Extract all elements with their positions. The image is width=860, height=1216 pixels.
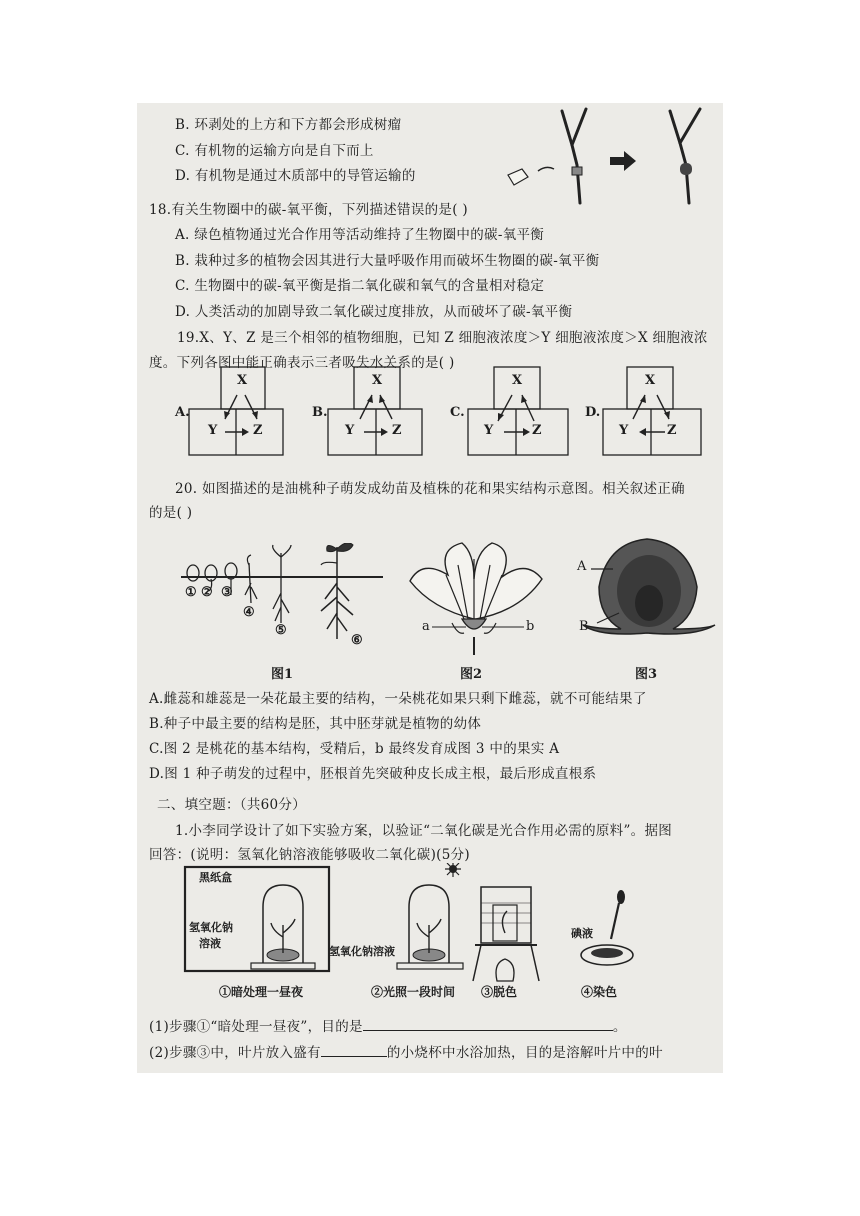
q19-diagram-d bbox=[585, 365, 710, 459]
label-naoh-2: 氢氧化钠溶液 bbox=[329, 945, 395, 958]
experiment-figure bbox=[181, 863, 711, 1003]
diagram-a-x: X bbox=[237, 373, 248, 388]
diagram-b-z: Z bbox=[392, 423, 402, 438]
figure-1-germination bbox=[177, 543, 387, 653]
diagram-b-y: Y bbox=[345, 423, 355, 438]
diagram-c-letter: C. bbox=[450, 405, 465, 420]
stage-2-label: ② bbox=[201, 585, 213, 600]
stage-4-label: ④ bbox=[243, 605, 255, 620]
label-naoh-1: 氢氧化钠 bbox=[189, 921, 233, 934]
fill-q1-line2: 回答：(说明：氢氧化钠溶液能够吸收二氧化碳)(5分) bbox=[149, 847, 470, 863]
step-3-caption: ③脱色 bbox=[481, 985, 518, 999]
label-iodine: 碘液 bbox=[571, 927, 593, 940]
figure-3-fruit bbox=[577, 533, 717, 643]
label-black-box: 黑纸盒 bbox=[199, 871, 232, 884]
flower-label-a: a bbox=[422, 619, 430, 634]
stage-3-label: ③ bbox=[221, 585, 233, 600]
fruit-label-b: B bbox=[579, 619, 589, 634]
diagram-a-letter: A. bbox=[175, 405, 190, 420]
q18-option-a: A. 绿色植物通过光合作用等活动维持了生物圈中的碳-氧平衡 bbox=[175, 227, 545, 243]
diagram-c-x: X bbox=[512, 373, 523, 388]
q19-stem-line1: 19.X、Y、Z 是三个相邻的植物细胞，已知 Z 细胞液浓度＞Y 细胞液浓度＞X 细胞液浓 bbox=[177, 330, 708, 346]
section-2-heading: 二、填空题：（共60分） bbox=[157, 797, 307, 813]
fruit-label-a: A bbox=[577, 559, 587, 574]
sub1-prefix: (1)步骤①“暗处理一昼夜”，目的是 bbox=[149, 1019, 363, 1035]
answer-blank-2[interactable] bbox=[321, 1044, 387, 1057]
q19-diagram-b bbox=[312, 365, 432, 459]
q17-option-c: C. 有机物的运输方向是自下而上 bbox=[175, 143, 374, 159]
label-naoh-1b: 溶液 bbox=[199, 937, 221, 950]
q18-option-b: B. 栽种过多的植物会因其进行大量呼吸作用而破坏生物圈的碳-氧平衡 bbox=[175, 253, 600, 269]
caption-fig1: 图1 bbox=[271, 667, 294, 682]
q20-stem-line2: 的是( ) bbox=[149, 505, 193, 521]
q20-option-c: C.图 2 是桃花的基本结构，受精后，b 最终发育成图 3 中的果实 A bbox=[149, 741, 560, 757]
q20-option-b: B.种子中最主要的结构是胚，其中胚芽就是植物的幼体 bbox=[149, 716, 482, 732]
q19-stem-line2: 度。下列各图中能正确表示三者吸失水关系的是( ) bbox=[149, 355, 455, 371]
diagram-a-z: Z bbox=[253, 423, 263, 438]
caption-fig2: 图2 bbox=[460, 667, 483, 682]
sub2-suffix: 的小烧杯中水浴加热，目的是溶解叶片中的叶 bbox=[386, 1045, 663, 1061]
fill-q1-line1: 1.小李同学设计了如下实验方案，以验证“二氧化碳是光合作用必需的原料”。据图 bbox=[175, 823, 673, 839]
diagram-a-y: Y bbox=[208, 423, 218, 438]
q18-option-c: C. 生物圈中的碳-氧平衡是指二氧化碳和氧气的含量相对稳定 bbox=[175, 278, 545, 294]
stage-5-label: ⑤ bbox=[275, 623, 287, 638]
sub1-suffix: 。 bbox=[612, 1019, 627, 1035]
q20-stem-line1: 20. 如图描述的是油桃种子萌发成幼苗及植株的花和果实结构示意图。相关叙述正确 bbox=[175, 481, 685, 497]
q20-option-d: D.图 1 种子萌发的过程中，胚根首先突破种皮长成主根，最后形成直根系 bbox=[149, 766, 597, 782]
diagram-c-z: Z bbox=[532, 423, 542, 438]
sub2-prefix: (2)步骤③中，叶片放入盛有 bbox=[149, 1045, 321, 1061]
q17-option-b: B. 环剥处的上方和下方都会形成树瘤 bbox=[175, 117, 402, 133]
diagram-c-y: Y bbox=[484, 423, 494, 438]
q20-option-a: A.雌蕊和雄蕊是一朵花最主要的结构，一朵桃花如果只剩下雌蕊，就不可能结果了 bbox=[149, 691, 647, 707]
step-1-caption: ①暗处理一昼夜 bbox=[219, 985, 304, 999]
step-4-caption: ④染色 bbox=[581, 985, 618, 999]
stage-6-label: ⑥ bbox=[351, 633, 363, 648]
diagram-d-letter: D. bbox=[585, 405, 601, 420]
q18-stem: 18.有关生物圈中的碳-氧平衡，下列描述错误的是( ) bbox=[149, 202, 468, 218]
diagram-b-x: X bbox=[372, 373, 383, 388]
girdling-illustration bbox=[502, 105, 717, 205]
step-2-caption: ②光照一段时间 bbox=[371, 985, 456, 999]
flower-label-b: b bbox=[526, 619, 535, 634]
caption-fig3: 图3 bbox=[635, 667, 658, 682]
fill-q1-sub2 bbox=[149, 1041, 663, 1061]
figure-2-flower bbox=[402, 539, 547, 655]
fill-q1-sub1 bbox=[149, 1015, 627, 1035]
diagram-b-letter: B. bbox=[312, 405, 328, 420]
q19-diagram-c bbox=[450, 365, 580, 459]
diagram-d-z: Z bbox=[667, 423, 677, 438]
exam-page bbox=[137, 103, 723, 1073]
q18-option-d: D. 人类活动的加剧导致二氧化碳过度排放，从而破坏了碳-氧平衡 bbox=[175, 304, 573, 320]
stage-1-label: ① bbox=[185, 585, 197, 600]
answer-blank-1[interactable] bbox=[363, 1018, 613, 1031]
diagram-d-y: Y bbox=[619, 423, 629, 438]
diagram-d-x: X bbox=[645, 373, 656, 388]
q19-diagram-a bbox=[175, 365, 295, 459]
q17-option-d: D. 有机物是通过木质部中的导管运输的 bbox=[175, 168, 416, 184]
